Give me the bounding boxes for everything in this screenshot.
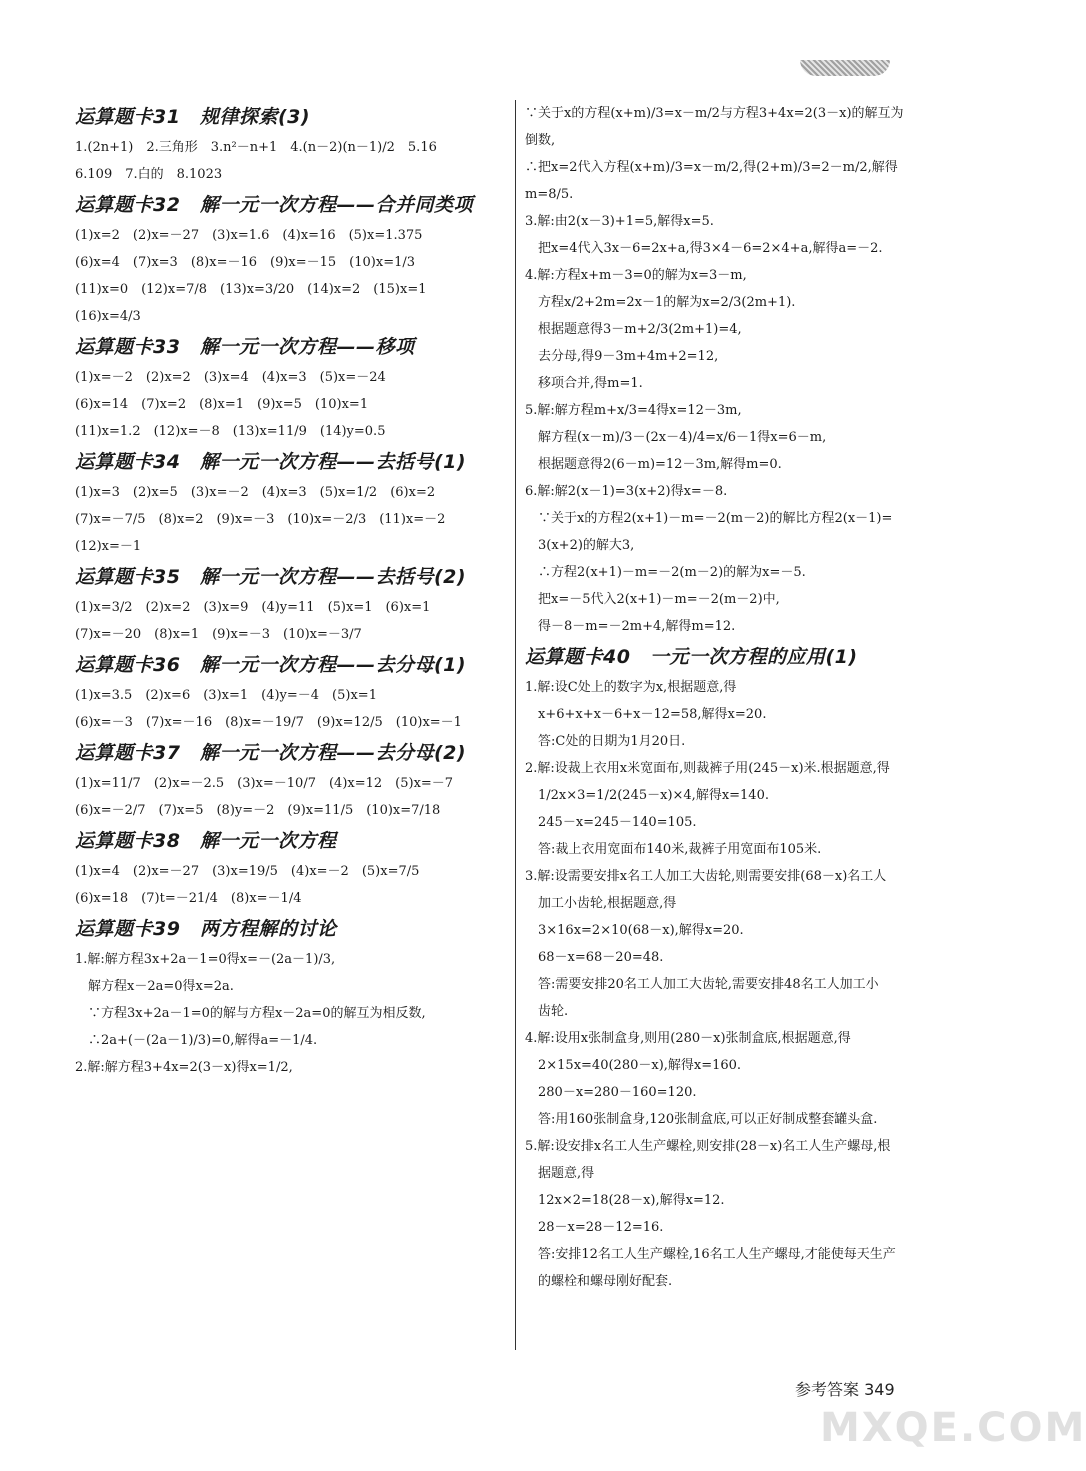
answer-line: 3(x+2)的解大3, bbox=[525, 538, 635, 553]
answer-line: 得－8－m=－2m+4,解得m=12. bbox=[525, 619, 736, 634]
answer-line: (6)x=－3 (7)x=－16 (8)x=－19/7 (9)x=12/5 (10)x=－1 bbox=[75, 715, 462, 730]
answer-line: 答:安排12名工人生产螺栓,16名工人生产螺母,才能使每天生产 bbox=[525, 1247, 896, 1262]
answer-line: 把x=－5代入2(x+1)－m=－2(m－2)中, bbox=[525, 592, 780, 607]
answer-line: (1)x=－2 (2)x=2 (3)x=4 (4)x=3 (5)x=－24 bbox=[75, 370, 386, 385]
answer-line: 根据题意得3－m+2/3(2m+1)=4, bbox=[525, 322, 742, 337]
section-title-36: 运算题卡36 解一元一次方程——去分母(1) bbox=[75, 654, 467, 676]
answer-line: 解方程(x－m)/3－(2x－4)/4=x/6－1得x=6－m, bbox=[525, 430, 827, 445]
answer-line: (6)x=4 (7)x=3 (8)x=－16 (9)x=－15 (10)x=1/3 bbox=[75, 255, 416, 270]
answer-line: 2.解:解方程3+4x=2(3－x)得x=1/2, bbox=[75, 1060, 293, 1075]
right-column bbox=[525, 100, 975, 1295]
answer-line: (6)x=－2/7 (7)x=5 (8)y=－2 (9)x=11/5 (10)x=7/18 bbox=[75, 803, 441, 818]
answer-line: (1)x=3.5 (2)x=6 (3)x=1 (4)y=－4 (5)x=1 bbox=[75, 688, 377, 703]
answer-line: 根据题意得2(6－m)=12－3m,解得m=0. bbox=[525, 457, 782, 472]
answer-line: 1/2x×3=1/2(245－x)×4,解得x=140. bbox=[525, 788, 769, 803]
answer-line: 6.解:解2(x－1)=3(x+2)得x=－8. bbox=[525, 484, 728, 499]
answer-line: 答:需要安排20名工人加工大齿轮,需要安排48名工人加工小 bbox=[525, 977, 879, 992]
answer-line: 加工小齿轮,根据题意,得 bbox=[525, 896, 677, 911]
answer-line: m=8/5. bbox=[525, 187, 574, 202]
footer-label: 参考答案 bbox=[795, 1380, 860, 1399]
answer-line: 答:用160张制盒身,120张制盒底,可以正好制成整套罐头盒. bbox=[525, 1112, 878, 1127]
answer-line: (16)x=4/3 bbox=[75, 309, 141, 324]
watermark: MXQE.COM bbox=[820, 1405, 1086, 1451]
answer-line: 1.解:设C处上的数字为x,根据题意,得 bbox=[525, 680, 737, 695]
page-number: 349 bbox=[864, 1380, 895, 1399]
answer-line: 把x=4代入3x－6=2x+a,得3×4－6=2×4+a,解得a=－2. bbox=[525, 241, 883, 256]
answer-line: 68－x=68－20=48. bbox=[525, 950, 664, 965]
corner-decoration bbox=[800, 60, 890, 76]
answer-line: ∵方程3x+2a－1=0的解与方程x－2a=0的解互为相反数, bbox=[75, 1006, 426, 1021]
section-title-38: 运算题卡38 解一元一次方程 bbox=[75, 830, 337, 852]
answer-line: (7)x=－7/5 (8)x=2 (9)x=－3 (10)x=－2/3 (11)x=－2 bbox=[75, 512, 446, 527]
answer-line: (11)x=0 (12)x=7/8 (13)x=3/20 (14)x=2 (15)x=1 bbox=[75, 282, 427, 297]
answer-line: 答:裁上衣用宽面布140米,裁裤子用宽面布105米. bbox=[525, 842, 822, 857]
answer-line: (6)x=18 (7)t=－21/4 (8)x=－1/4 bbox=[75, 891, 302, 906]
section-title-40: 运算题卡40 一元一次方程的应用(1) bbox=[525, 646, 858, 668]
answer-line: 方程x/2+2m=2x－1的解为x=2/3(2m+1). bbox=[525, 295, 796, 310]
answer-line: (11)x=1.2 (12)x=－8 (13)x=11/9 (14)y=0.5 bbox=[75, 424, 386, 439]
answer-line: 解方程x－2a=0得x=2a. bbox=[75, 979, 234, 994]
answer-line: (12)x=－1 bbox=[75, 539, 142, 554]
left-column bbox=[75, 100, 505, 1081]
section-title-31: 运算题卡31 规律探索(3) bbox=[75, 106, 311, 128]
answer-line: 的螺栓和螺母刚好配套. bbox=[525, 1274, 673, 1289]
answer-line: 移项合并,得m=1. bbox=[525, 376, 643, 391]
answer-line: ∴方程2(x+1)－m=－2(m－2)的解为x=－5. bbox=[525, 565, 806, 580]
answer-line: 去分母,得9－3m+4m+2=12, bbox=[525, 349, 719, 364]
answer-line: ∴2a+(－(2a－1)/3)=0,解得a=－1/4. bbox=[75, 1033, 318, 1048]
answer-line: 3×16x=2×10(68－x),解得x=20. bbox=[525, 923, 744, 938]
answer-line: 3.解:由2(x－3)+1=5,解得x=5. bbox=[525, 214, 714, 229]
answer-line: (6)x=14 (7)x=2 (8)x=1 (9)x=5 (10)x=1 bbox=[75, 397, 369, 412]
answer-line: 1.(2n+1) 2.三角形 3.n²－n+1 4.(n－2)(n－1)/2 5.16 bbox=[75, 140, 437, 155]
section-title-39: 运算题卡39 两方程解的讨论 bbox=[75, 918, 337, 940]
answer-line: 5.解:解方程m+x/3=4得x=12－3m, bbox=[525, 403, 742, 418]
answer-line: 6.109 7.白的 8.1023 bbox=[75, 167, 223, 182]
answer-line: x+6+x+x－6+x－12=58,解得x=20. bbox=[525, 707, 767, 722]
section-title-33: 运算题卡33 解一元一次方程——移项 bbox=[75, 336, 415, 358]
answer-line: (7)x=－20 (8)x=1 (9)x=－3 (10)x=－3/7 bbox=[75, 627, 362, 642]
answer-line: 28－x=28－12=16. bbox=[525, 1220, 664, 1235]
answer-line: ∴把x=2代入方程(x+m)/3=x－m/2,得(2+m)/3=2－m/2,解得 bbox=[525, 160, 898, 175]
answer-line: 3.解:设需要安排x名工人加工大齿轮,则需要安排(68－x)名工人 bbox=[525, 869, 887, 884]
section-title-32: 运算题卡32 解一元一次方程——合并同类项 bbox=[75, 194, 473, 216]
answer-line: 1.解:解方程3x+2a－1=0得x=－(2a－1)/3, bbox=[75, 952, 336, 967]
section-title-35: 运算题卡35 解一元一次方程——去括号(2) bbox=[75, 566, 467, 588]
answer-line: 5.解:设安排x名工人生产螺栓,则安排(28－x)名工人生产螺母,根 bbox=[525, 1139, 891, 1154]
answer-line: 倒数, bbox=[525, 133, 556, 148]
answer-line: 4.解:设用x张制盒身,则用(280－x)张制盒底,根据题意,得 bbox=[525, 1031, 851, 1046]
answer-line: 据题意,得 bbox=[525, 1166, 595, 1181]
answer-line: (1)x=3 (2)x=5 (3)x=－2 (4)x=3 (5)x=1/2 (6)x=2 bbox=[75, 485, 436, 500]
answer-line: 4.解:方程x+m－3=0的解为x=3－m, bbox=[525, 268, 747, 283]
answer-line: 2.解:设裁上衣用x米宽面布,则裁裤子用(245－x)米.根据题意,得 bbox=[525, 761, 890, 776]
page-footer bbox=[795, 1377, 895, 1400]
answer-line: ∵关于x的方程(x+m)/3=x－m/2与方程3+4x=2(3－x)的解互为 bbox=[525, 106, 904, 121]
answer-line: (1)x=2 (2)x=－27 (3)x=1.6 (4)x=16 (5)x=1.375 bbox=[75, 228, 423, 243]
answer-line: (1)x=4 (2)x=－27 (3)x=19/5 (4)x=－2 (5)x=7/5 bbox=[75, 864, 420, 879]
answer-line: ∵关于x的方程2(x+1)－m=－2(m－2)的解比方程2(x－1)= bbox=[525, 511, 893, 526]
section-title-37: 运算题卡37 解一元一次方程——去分母(2) bbox=[75, 742, 467, 764]
answer-line: 12x×2=18(28－x),解得x=12. bbox=[525, 1193, 725, 1208]
answer-line: (1)x=3/2 (2)x=2 (3)x=9 (4)y=11 (5)x=1 (6)x=1 bbox=[75, 600, 431, 615]
section-title-34: 运算题卡34 解一元一次方程——去括号(1) bbox=[75, 451, 467, 473]
answer-line: 280－x=280－160=120. bbox=[525, 1085, 697, 1100]
answer-line: 245－x=245－140=105. bbox=[525, 815, 697, 830]
answer-line: 2×15x=40(280－x),解得x=160. bbox=[525, 1058, 742, 1073]
answer-line: (1)x=11/7 (2)x=－2.5 (3)x=－10/7 (4)x=12 (5)x=－7 bbox=[75, 776, 454, 791]
column-divider bbox=[515, 100, 516, 1350]
answer-line: 齿轮. bbox=[525, 1004, 569, 1019]
answer-line: 答:C处的日期为1月20日. bbox=[525, 734, 686, 749]
